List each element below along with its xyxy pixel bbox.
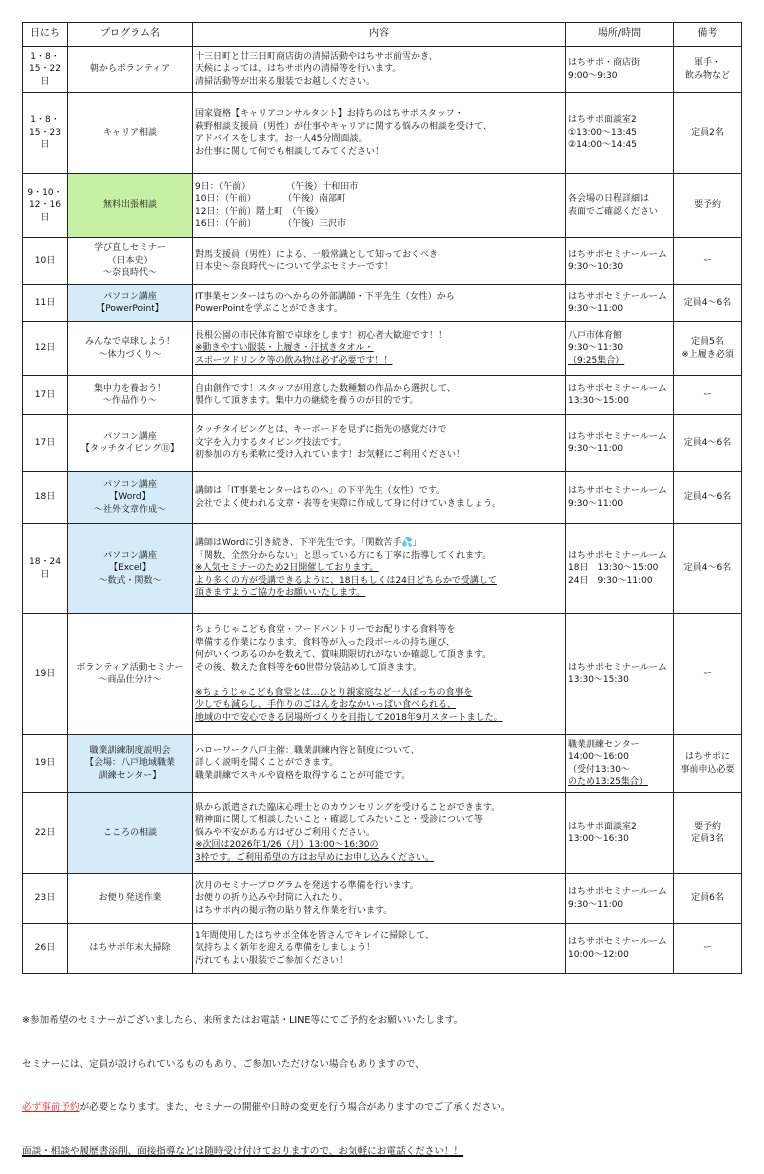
notes-cell xyxy=(674,322,742,376)
date-cell xyxy=(23,793,68,874)
content-line: ハローワーク八戸主催：職業訓練内容と制度について、 xyxy=(195,745,420,756)
place-time-line: はちサポセミナールーム xyxy=(568,937,667,947)
date-text: 26日 xyxy=(34,943,56,954)
content-line: タッチタイピングとは、キーボードを見ずに指先の感覚だけで xyxy=(195,425,447,436)
header-content: 内容 xyxy=(193,23,566,47)
content-line: 長根公園の市民体育館で卓球をします！初心者大歓迎です！！ xyxy=(195,330,448,341)
content-line: 頂きますようご協力をお願いいたします。 xyxy=(195,588,366,599)
notes-cell xyxy=(674,415,742,472)
place-time-line: ②14:00～14:45 xyxy=(568,140,637,151)
content-line: 国家資格【キャリアコンサルタント】お持ちのはちサポスタッフ・ xyxy=(195,109,464,119)
table-row xyxy=(23,93,742,174)
place-time-line: 9:30～11:00 xyxy=(568,304,624,314)
date-text: 19日 xyxy=(34,758,56,769)
content-line: ※人気セミナーのため2日開催しております。 xyxy=(195,563,379,574)
place-time-line: 職業訓練センター xyxy=(568,739,640,750)
content-line: 萩野相談支援員（男性）が仕事やキャリアに関する悩みの相談を受けて、 xyxy=(195,121,492,132)
program-name: （日本史） xyxy=(107,255,153,266)
notes-cell xyxy=(674,524,742,614)
program-cell xyxy=(68,322,193,376)
program-name: 職業訓練制度説明会 xyxy=(89,745,171,756)
notes-cell xyxy=(674,93,742,174)
program-name: パソコン講座 xyxy=(103,479,157,490)
place-time-line: はちサポセミナールーム xyxy=(568,662,667,673)
program-cell xyxy=(68,174,193,238)
date-cell xyxy=(23,238,68,285)
content-cell xyxy=(193,93,566,174)
notes-text: ※上履き必須 xyxy=(681,349,734,360)
date-text: 11日 xyxy=(34,297,56,308)
program-cell xyxy=(68,793,193,874)
date-cell xyxy=(23,924,68,974)
content-line: 職業訓練でスキルや資格を取得することが可能です。 xyxy=(195,770,411,781)
content-line: その後、数えた食料等を60世帯分袋詰めして頂きます。 xyxy=(195,662,422,673)
date-cell xyxy=(23,614,68,735)
place-time-line: ①13:00～13:45 xyxy=(568,127,637,138)
notes-cell xyxy=(674,285,742,322)
program-name: 【Excel】 xyxy=(109,563,151,574)
footer-line-2: セミナーには、定員が設けられているものもあり、ご参加いただけない場合もありますので、 xyxy=(22,1058,425,1070)
program-cell xyxy=(68,47,193,93)
content-line: 精神面に関して相談したいこと・確認してみたいこと・受診について等 xyxy=(195,815,483,826)
program-name: ～社外文章作成～ xyxy=(93,504,166,515)
place-time-line: （受付13:30～ xyxy=(568,764,630,775)
place-time-line: 13:30～15:00 xyxy=(568,396,629,406)
program-cell xyxy=(68,614,193,735)
notes-text: 要予約 xyxy=(693,821,721,832)
program-name: 【会場：八戸地域職業 xyxy=(84,758,175,769)
program-name: パソコン講座 xyxy=(103,550,157,561)
date-text: 18・24日 xyxy=(29,557,61,580)
content-line: 16日：（午前） （午後）三沢市 xyxy=(195,219,346,229)
place-time-cell xyxy=(566,238,674,285)
place-time-line: はちサポ・商店街 xyxy=(568,58,641,68)
program-name: パソコン講座 xyxy=(103,431,157,442)
place-time-cell xyxy=(566,524,674,614)
date-cell xyxy=(23,93,68,174)
content-line: 12日：（午前）階上町 （午後） xyxy=(195,206,324,217)
program-cell xyxy=(68,735,193,793)
content-line: 「関数、全然分からない」と思っている方にも丁寧に指導してくれます。 xyxy=(195,550,492,561)
content-line: 県から派遣された臨床心理士とのカウンセリングを受けることができます。 xyxy=(195,802,501,813)
content-line: 9日：（午前） （午後）十和田市 xyxy=(195,181,359,192)
program-name: 無料出張相談 xyxy=(102,200,157,211)
notes-text: 要予約 xyxy=(693,200,721,211)
notes-text: 事前申込必要 xyxy=(680,764,735,775)
content-line: 講師は「IT事業センターはちのへ」の下平先生（女性）です。 xyxy=(195,486,446,496)
place-time-line: のため13:25集合） xyxy=(568,777,648,787)
table-row xyxy=(23,376,742,415)
content-cell xyxy=(193,793,566,874)
place-time-line: はちサポセミナールーム xyxy=(568,887,667,897)
notes-text: ー xyxy=(702,943,712,954)
place-time-cell xyxy=(566,472,674,524)
program-name: ～数式・関数～ xyxy=(98,575,162,586)
place-time-line: はちサポセミナールーム xyxy=(568,249,667,260)
content-line: PowerPointを学ぶことができます。 xyxy=(195,304,343,314)
program-name: こころの相談 xyxy=(102,827,157,838)
notes-cell xyxy=(674,472,742,524)
footer-notice xyxy=(22,985,511,1174)
notes-text: 軍手・ xyxy=(693,58,721,68)
content-line: ※動きやすい服装・上履き・汗拭きタオル・ xyxy=(195,343,374,354)
content-line: 文字を入力するタイピング技法です。 xyxy=(195,437,347,448)
content-cell xyxy=(193,874,566,924)
notes-text: はちサポに xyxy=(684,752,730,762)
header-program: プログラム名 xyxy=(68,23,193,47)
content-line: 汚れてもよい服装でご参加ください！ xyxy=(195,955,349,966)
content-line: ちょうじゃこども食堂・フードパントリーでお配りする食料等を xyxy=(195,625,456,635)
table-header-row xyxy=(23,23,742,47)
notes-text: 飲み物など xyxy=(684,70,730,81)
content-line: 自由創作です！スタッフが用意した数種類の作品から選択して、 xyxy=(195,383,456,394)
date-text: 12・16日 xyxy=(29,200,61,223)
date-text: 18日 xyxy=(34,492,56,503)
program-name: はちサポ年末大掃除 xyxy=(89,943,171,954)
place-time-line: 各会場の日程詳細は xyxy=(568,194,650,204)
date-cell xyxy=(23,322,68,376)
place-time-line: 9:30～10:30 xyxy=(568,262,624,272)
program-cell xyxy=(68,524,193,614)
date-text: 9・10・ xyxy=(27,187,63,198)
content-cell xyxy=(193,735,566,793)
table-row xyxy=(23,614,742,735)
content-line: 気持ちよく新年を迎える準備をしましょう！ xyxy=(195,943,376,954)
place-time-cell xyxy=(566,793,674,874)
date-cell xyxy=(23,735,68,793)
place-time-cell xyxy=(566,174,674,238)
content-cell xyxy=(193,238,566,285)
notes-cell xyxy=(674,238,742,285)
date-text: 10日 xyxy=(34,255,56,266)
table-row xyxy=(23,285,742,322)
place-time-cell xyxy=(566,376,674,415)
place-time-line: 9:30～11:00 xyxy=(568,899,624,910)
content-line: 十三日町と廿三日町商店街の清掃活動やはちサポ前雪かき、 xyxy=(195,51,438,62)
table-row xyxy=(23,174,742,238)
content-line: お仕事に関して何でも相談してみてください！ xyxy=(195,146,385,157)
place-time-line: 9:30～11:00 xyxy=(568,444,624,454)
table-row xyxy=(23,793,742,874)
content-line: はちサポ内の掲示物の貼り替え作業を行います。 xyxy=(195,905,393,916)
content-cell xyxy=(193,47,566,93)
program-name: キャリア相談 xyxy=(102,127,157,138)
place-time-line: 八戸市体育館 xyxy=(568,330,623,341)
table-row xyxy=(23,874,742,924)
footer-line-4: 面談・相談や履歴書添削、面接指導などは随時受け付けておりますので、お気軽にお電話ください！！ xyxy=(22,1145,464,1157)
program-name: 【タッチタイピング⑪】 xyxy=(80,444,180,454)
date-cell xyxy=(23,415,68,472)
table-row xyxy=(23,735,742,793)
content-cell xyxy=(193,524,566,614)
content-line: より多くの方が受講できるように、18日もしくは24日どちらかで受講して xyxy=(195,575,497,586)
program-name: 学び直しセミナー xyxy=(93,243,166,254)
content-line: お便りの折り込みや封筒に入れたり、 xyxy=(195,893,349,904)
content-cell xyxy=(193,174,566,238)
content-line: ※次回は2026年1/26（月）13:00～16:30の xyxy=(195,840,379,851)
program-name: ボランティア活動セミナー xyxy=(76,662,184,673)
notes-text: ー xyxy=(702,668,712,679)
place-time-line: 14:00～16:00 xyxy=(568,752,629,762)
content-line: 初参加の方も柔軟に受け入れています！お気軽にご利用ください！ xyxy=(195,450,466,461)
date-text: 12日 xyxy=(34,343,56,354)
place-time-line: はちサポセミナールーム xyxy=(568,383,667,394)
program-name: 朝からボランティア xyxy=(89,64,171,75)
place-time-line: はちサポセミナールーム xyxy=(568,550,667,561)
notes-cell xyxy=(674,874,742,924)
content-cell xyxy=(193,614,566,735)
content-line: 講師はWordに引き続き、下平先生です。「関数苦手💦」 xyxy=(195,538,422,549)
program-name: 【Word】 xyxy=(109,492,151,503)
date-text: 15・23日 xyxy=(29,127,61,151)
content-line: 對馬支援員（男性）による、一般常識として知っておくべき xyxy=(195,249,439,260)
place-time-line: はちサポセミナールーム xyxy=(568,431,667,442)
notes-text: 定員4～6名 xyxy=(683,563,732,574)
table-row xyxy=(23,472,742,524)
place-time-line: 9:30～11:00 xyxy=(568,498,624,509)
place-time-cell xyxy=(566,614,674,735)
footer-line-1: ※参加希望のセミナーがございましたら、来所またはお電話・LINE等にてご予約をお願いいたします。 xyxy=(22,1015,464,1026)
place-time-line: 10:00～12:00 xyxy=(568,949,629,960)
program-cell xyxy=(68,874,193,924)
notes-cell xyxy=(674,793,742,874)
content-cell xyxy=(193,924,566,974)
program-cell xyxy=(68,285,193,322)
notes-text: 定員4～6名 xyxy=(683,492,732,503)
place-time-line: 表面でご確認ください xyxy=(568,206,659,217)
program-cell xyxy=(68,376,193,415)
place-time-cell xyxy=(566,93,674,174)
content-line: 地域の中で安心できる居場所づくりを目指して2018年9月スタートました。 xyxy=(195,712,503,723)
table-row xyxy=(23,415,742,472)
date-text: 15・22日 xyxy=(29,64,61,87)
date-cell xyxy=(23,524,68,614)
content-line: 清掃活動等が出来る服装でお越しください。 xyxy=(195,76,376,87)
notes-cell xyxy=(674,376,742,415)
place-time-line: 13:00～16:30 xyxy=(568,834,629,844)
program-name: お便り発送作業 xyxy=(98,893,162,904)
content-line: 詳しく説明を聞くことができます。 xyxy=(195,758,339,769)
place-time-line: はちサポ面談室2 xyxy=(568,115,637,126)
content-line: 3枠です。ご利用希望の方はお早めにお申し込みください。 xyxy=(195,852,435,863)
notes-cell xyxy=(674,47,742,93)
date-cell xyxy=(23,376,68,415)
notes-cell xyxy=(674,735,742,793)
place-time-cell xyxy=(566,47,674,93)
program-cell xyxy=(68,415,193,472)
date-text: 22日 xyxy=(34,827,56,838)
table-row xyxy=(23,924,742,974)
content-line: 10日：（午前） （午後）南部町 xyxy=(195,194,346,204)
content-cell xyxy=(193,322,566,376)
content-line: 日本史～奈良時代～について学ぶセミナーです！ xyxy=(195,262,393,272)
content-line: 会社でよく使われる文章・表等を実際に作成して身に付けていきましょう。 xyxy=(195,498,502,509)
date-cell xyxy=(23,874,68,924)
content-line: 次月のセミナープログラムを発送する準備を行います。 xyxy=(195,880,419,891)
place-time-line: はちサポセミナールーム xyxy=(568,486,667,496)
footer-required-reservation: 必ず事前予約 xyxy=(22,1102,80,1113)
content-line: 製作して頂きます。集中力の継続を養うのが目的です。 xyxy=(195,396,419,406)
place-time-line: 24日 9:30～11:00 xyxy=(568,575,653,586)
program-name: ～商品仕分け～ xyxy=(98,675,162,685)
date-text: 23日 xyxy=(34,893,56,904)
program-name: パソコン講座 xyxy=(103,291,157,302)
content-line xyxy=(195,674,563,687)
footer-line-3 xyxy=(22,1101,511,1116)
date-cell xyxy=(23,472,68,524)
program-cell xyxy=(68,93,193,174)
notes-text: 定員4～6名 xyxy=(683,297,732,308)
content-line: 準備する作業になります。食料等が入った段ボールの持ち運び、 xyxy=(195,637,455,648)
program-name: ～体力づくり～ xyxy=(98,349,162,360)
notes-text: 定員6名 xyxy=(691,893,724,904)
content-line: IT事業センターはちのへからの外部講師・下平先生（女性）から xyxy=(195,291,455,302)
content-line: ※ちょうじゃこども食堂とは…ひとり親家庭など一人ぼっちの食事を xyxy=(195,687,473,698)
place-time-cell xyxy=(566,924,674,974)
content-line: 天候によっては、はちサポ内の清掃等を行います。 xyxy=(195,64,402,75)
program-cell xyxy=(68,238,193,285)
content-cell xyxy=(193,376,566,415)
content-line: 1年間使用したはちサポ全体を皆さんでキレイに掃除して、 xyxy=(195,930,435,941)
program-name: 集中力を養おう！ xyxy=(93,383,166,394)
place-time-cell xyxy=(566,874,674,924)
content-cell xyxy=(193,472,566,524)
content-line: 何がいくつあるのかを数えて、賞味期限切れがないか確認して頂きます。 xyxy=(195,650,492,660)
content-line: 少しでも減らし、手作りのごはんをおなかいっぱい食べられる、 xyxy=(195,700,457,710)
place-time-line: 9:00～9:30 xyxy=(568,70,618,81)
notes-text: 定員2名 xyxy=(691,127,724,138)
table-row xyxy=(23,322,742,376)
notes-text: 定員5名 xyxy=(691,337,724,347)
place-time-cell xyxy=(566,322,674,376)
seminar-schedule-table xyxy=(22,22,742,974)
place-time-cell xyxy=(566,735,674,793)
date-cell xyxy=(23,285,68,322)
date-text: 1・8・ xyxy=(30,51,60,62)
content-line: 悩みや不安がある方はぜひご利用ください。 xyxy=(195,827,376,838)
notes-text: 定員3名 xyxy=(691,834,724,844)
program-name: ～奈良時代～ xyxy=(102,268,157,279)
notes-cell xyxy=(674,174,742,238)
place-time-cell xyxy=(566,415,674,472)
notes-text: ー xyxy=(702,255,712,266)
program-cell xyxy=(68,924,193,974)
table-row xyxy=(23,524,742,614)
notes-cell xyxy=(674,614,742,735)
header-notes: 備考 xyxy=(674,23,742,47)
program-name: みんなで卓球しよう！ xyxy=(84,337,175,347)
content-line: スポーツドリンク等の飲み物は必ず必要です！！ xyxy=(195,355,393,366)
content-line: アドバイスをします。お一人45分間面談。 xyxy=(195,134,368,144)
place-time-line: 9:30～11:30 xyxy=(568,343,624,354)
place-time-line: （9:25集合） xyxy=(568,355,625,366)
footer-line-3-rest: が必要となります。また、セミナーの開催や日時の変更を行う場合がありますのでご了承ください。 xyxy=(79,1102,511,1113)
content-cell xyxy=(193,415,566,472)
place-time-line: 13:30～15:30 xyxy=(568,675,629,685)
date-text: 1・8・ xyxy=(30,115,60,126)
date-cell xyxy=(23,47,68,93)
place-time-line: はちサポセミナールーム xyxy=(568,291,667,302)
place-time-line: 18日 13:30～15:00 xyxy=(568,563,659,574)
notes-text: ー xyxy=(702,389,712,400)
date-text: 17日 xyxy=(34,437,56,448)
header-date: 日にち xyxy=(23,23,68,47)
date-cell xyxy=(23,174,68,238)
program-name: 訓練センター】 xyxy=(98,770,162,781)
place-time-line: はちサポ面談室2 xyxy=(568,821,637,832)
program-name: 【PowerPoint】 xyxy=(96,304,164,314)
table-row xyxy=(23,47,742,93)
date-text: 17日 xyxy=(34,389,56,400)
place-time-cell xyxy=(566,285,674,322)
content-cell xyxy=(193,285,566,322)
date-text: 19日 xyxy=(34,668,56,679)
program-name: ～作品作り～ xyxy=(102,396,157,406)
header-place: 場所/時間 xyxy=(566,23,674,47)
notes-text: 定員4～6名 xyxy=(683,437,732,448)
notes-cell xyxy=(674,924,742,974)
table-row xyxy=(23,238,742,285)
program-cell xyxy=(68,472,193,524)
